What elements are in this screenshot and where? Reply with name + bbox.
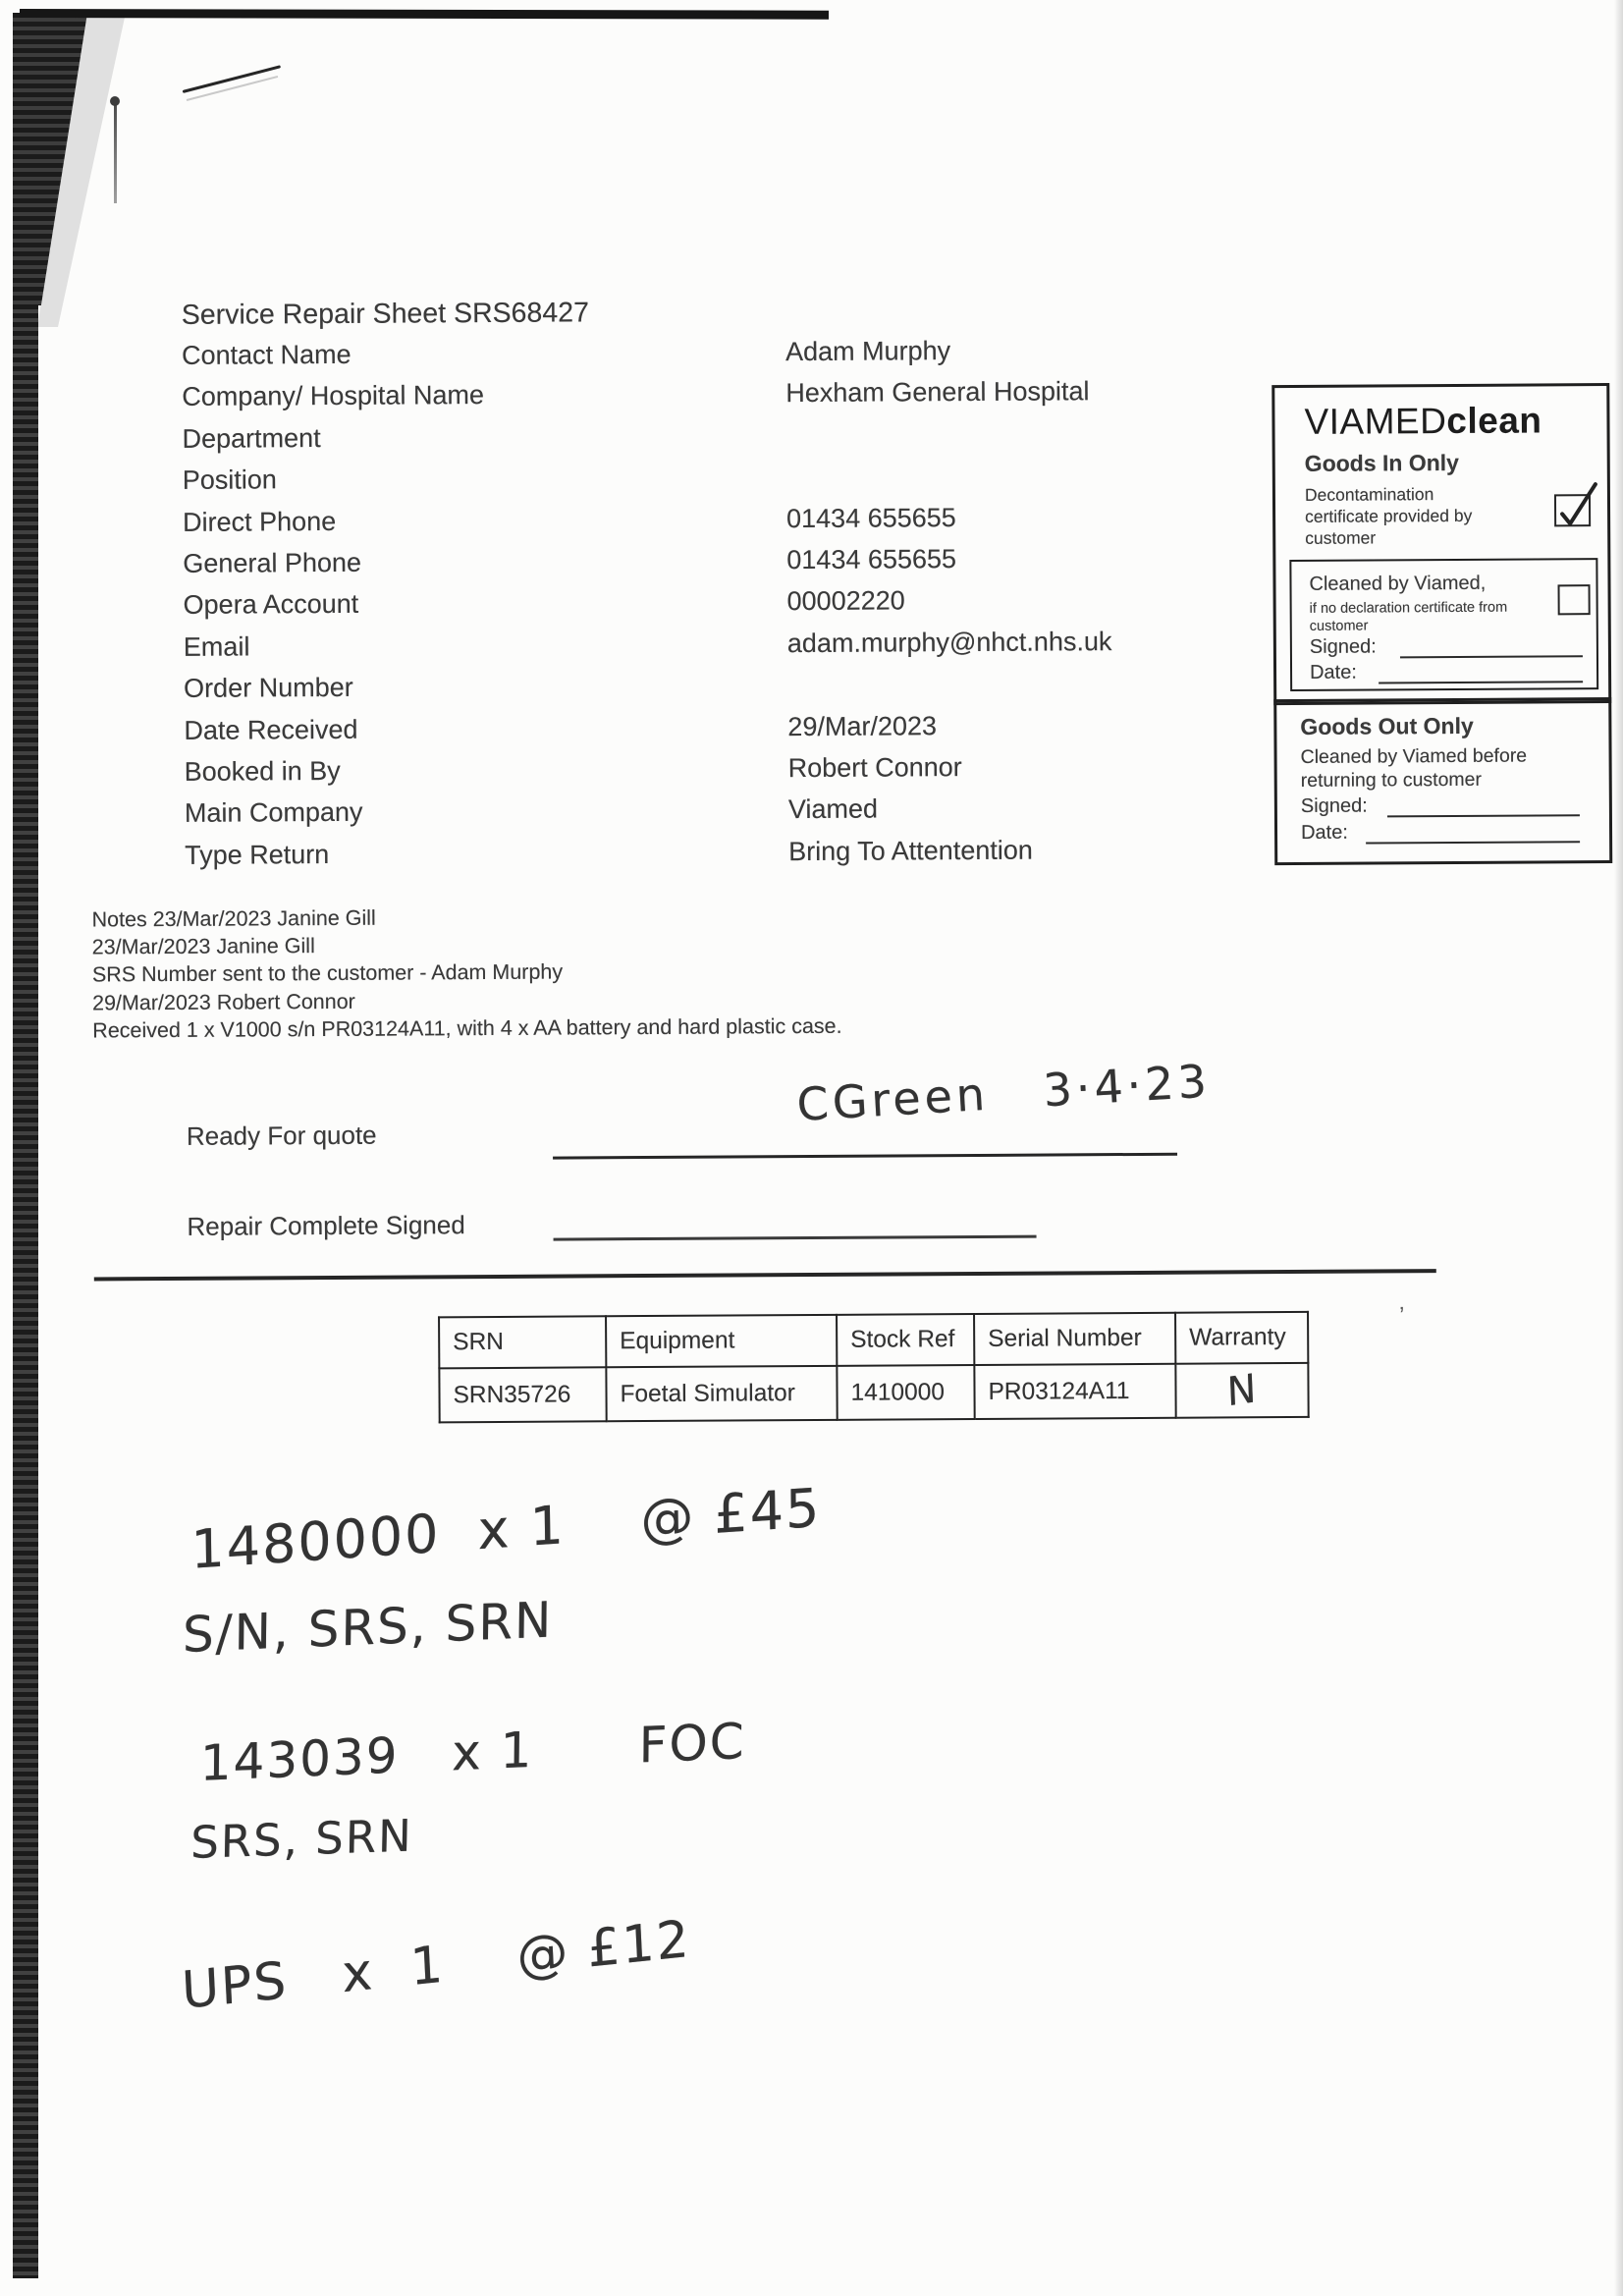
srn-cell: SRN35726 [439, 1367, 606, 1422]
field-row [184, 626, 1224, 674]
field-label: Opera Account [183, 589, 359, 621]
field-value: adam.murphy@nhct.nhs.uk [786, 626, 1112, 658]
handwritten-line-part1-price: 1480000 x 1 @ £45 [190, 1476, 822, 1581]
column-header: SRN [439, 1316, 606, 1368]
decontamination-checkbox-checked [1554, 494, 1591, 526]
field-row [183, 542, 1223, 590]
field-list [182, 334, 1225, 882]
field-label: Direct Phone [183, 506, 337, 537]
signed-line [1387, 814, 1580, 817]
field-row [185, 834, 1225, 882]
field-label: Department [182, 422, 321, 454]
note-line: Notes 23/Mar/2023 Janine Gill [91, 905, 376, 932]
column-header: Equipment [606, 1315, 837, 1367]
field-value: Viamed [787, 793, 879, 825]
field-label: Date Received [184, 714, 358, 745]
table-row [439, 1363, 1308, 1422]
date-line [1366, 841, 1580, 844]
handwritten-line-ups-price: UPS x 1 @ £12 [180, 1909, 692, 2021]
signed-line [1400, 655, 1583, 658]
field-label: Company/ Hospital Name [182, 380, 485, 412]
field-label: Email [183, 631, 250, 662]
repair-signature-line [554, 1235, 1037, 1241]
field-label: Type Return [185, 839, 330, 870]
field-label: Contact Name [181, 339, 352, 370]
field-row [185, 750, 1225, 798]
field-value: 01434 655655 [785, 502, 956, 533]
field-value [785, 417, 1222, 462]
field-label: Order Number [184, 672, 353, 704]
page-title: Service Repair Sheet SRS68427 [181, 297, 589, 331]
goods-out-box [1273, 697, 1612, 865]
field-row [184, 668, 1224, 716]
field-value: Bring To Attentention [788, 835, 1033, 866]
ready-for-quote-label: Ready For quote [186, 1120, 377, 1151]
note-line: 23/Mar/2023 Janine Gill [91, 934, 315, 959]
quote-signature-handwriting: CGreen 3·4·23 [795, 1054, 1213, 1132]
date-label: Date: [1300, 821, 1348, 844]
field-label: Main Company [184, 797, 363, 829]
field-value [787, 668, 1224, 712]
field-row [184, 709, 1224, 757]
stray-mark: ’ [1398, 1302, 1405, 1330]
repair-complete-label: Repair Complete Signed [187, 1210, 465, 1241]
handwritten-line-part2-foc: 143039 x 1 FOC [199, 1712, 746, 1792]
warranty-handwritten-value: N [1225, 1365, 1258, 1416]
date-line [1379, 681, 1583, 683]
field-row [184, 584, 1224, 632]
field-row [182, 334, 1222, 382]
brand-bold-text: clean [1446, 400, 1542, 442]
note-line: SRS Number sent to the customer - Adam Murphy [91, 959, 564, 987]
field-row [183, 501, 1223, 549]
brand-regular-text: VIAMED [1304, 401, 1447, 442]
field-value: Hexham General Hospital [785, 376, 1090, 409]
note-line: 29/Mar/2023 Robert Connor [92, 989, 355, 1015]
stock-ref-cell: 1410000 [837, 1365, 974, 1420]
field-row [183, 460, 1223, 508]
serial-number-cell: PR03124A11 [974, 1364, 1175, 1419]
handwritten-line-refs1: S/N, SRS, SRN [182, 1591, 554, 1664]
equipment-cell: Foetal Simulator [606, 1366, 837, 1421]
goods-in-heading: Goods In Only [1304, 449, 1459, 476]
column-header: Stock Ref [837, 1314, 974, 1366]
quote-signature-line [553, 1153, 1177, 1160]
field-label: Position [182, 465, 277, 496]
field-label: General Phone [183, 547, 362, 578]
section-divider [94, 1269, 1436, 1281]
field-row [182, 376, 1222, 424]
cleaned-by-subtext: if no declaration certificate from customer [1309, 599, 1508, 634]
column-header: Serial Number [974, 1313, 1175, 1365]
cleaned-by-viamed-checkbox-empty [1558, 584, 1591, 615]
viamedclean-goods-in-box [1271, 383, 1611, 705]
field-label: Booked in By [184, 755, 341, 787]
goods-out-heading: Goods Out Only [1300, 712, 1474, 739]
field-value: 01434 655655 [786, 544, 957, 575]
cleaned-by-viamed-box [1289, 558, 1598, 691]
notes-section [91, 902, 841, 1045]
field-row [185, 793, 1225, 841]
field-row [182, 417, 1222, 465]
field-value: 00002220 [786, 585, 905, 617]
column-header: Warranty [1175, 1312, 1308, 1364]
field-value: Adam Murphy [784, 336, 951, 367]
signed-label: Signed: [1309, 635, 1377, 658]
equipment-table [438, 1311, 1310, 1423]
decontamination-text: Decontamination certificate provided by customer [1304, 484, 1473, 548]
date-label: Date: [1309, 661, 1357, 683]
field-value [786, 460, 1223, 504]
field-value: 29/Mar/2023 [787, 710, 938, 741]
goods-out-text: Cleaned by Viamed before returning to customer [1300, 744, 1528, 792]
table-header-row [439, 1312, 1308, 1368]
signed-label: Signed: [1300, 794, 1368, 817]
field-value: Robert Connor [787, 751, 962, 784]
warranty-cell [1175, 1363, 1308, 1418]
checkmark-icon [1554, 478, 1603, 529]
handwritten-line-refs2: SRS, SRN [189, 1809, 414, 1869]
note-line: Received 1 x V1000 s/n PR03124A11, with 4 x AA battery and hard plastic case. [92, 1013, 842, 1043]
viamedclean-logo [1304, 400, 1542, 442]
cleaned-by-title: Cleaned by Viamed, [1309, 572, 1487, 595]
